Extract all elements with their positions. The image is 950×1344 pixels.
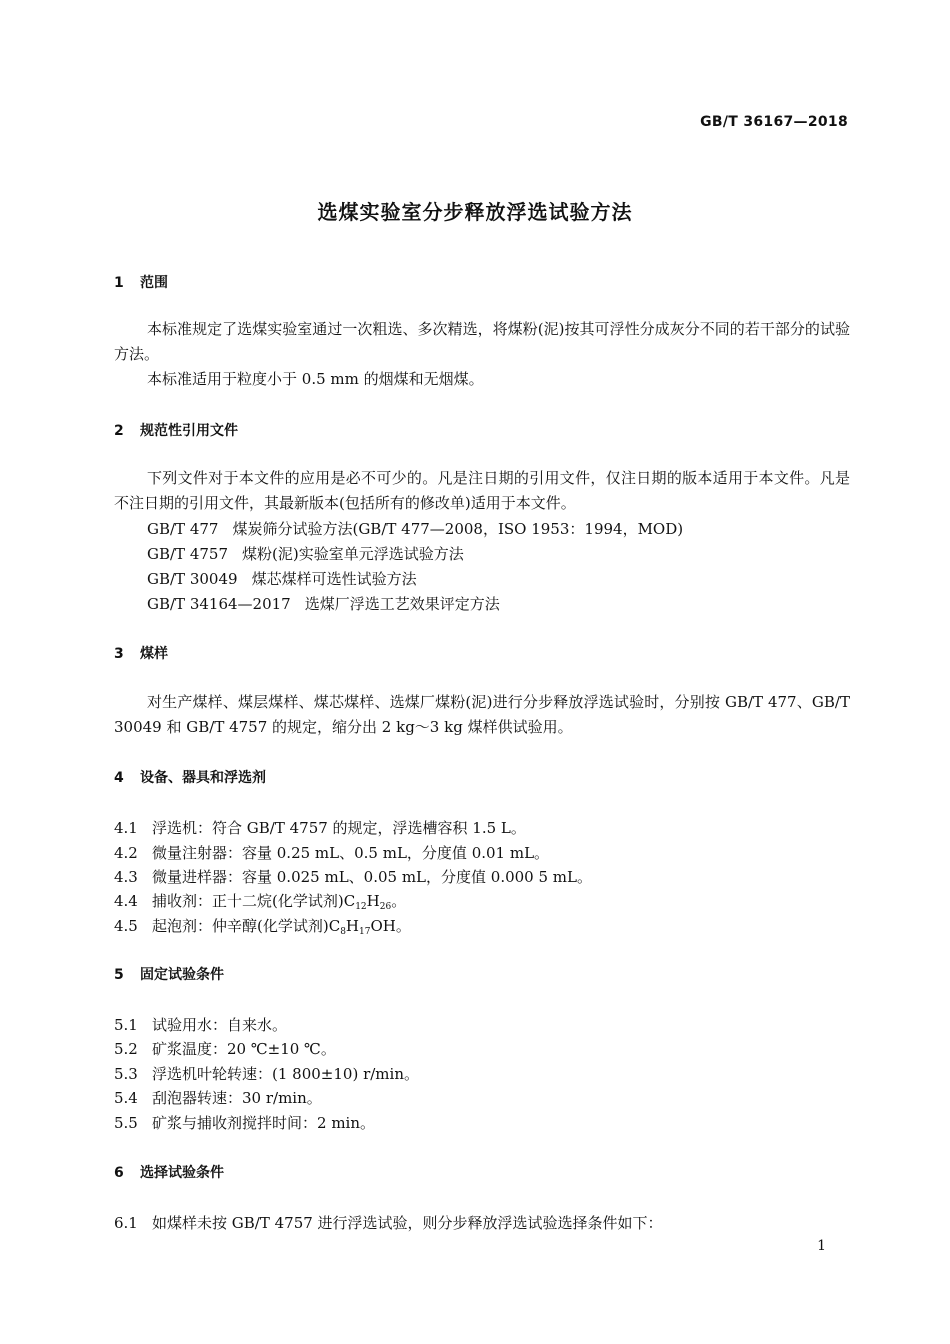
clause-text: 刮泡器转速：30 r/min。 (152, 1089, 322, 1107)
section-3-heading (114, 643, 168, 663)
clause-number: 4.4 (114, 892, 138, 910)
clause-number: 5.1 (114, 1016, 138, 1034)
section-title: 固定试验条件 (140, 967, 224, 983)
clause-item (114, 817, 526, 838)
section-number: 2 (114, 423, 124, 439)
clause-text: 浮选机：符合 GB/T 4757 的规定，浮选槽容积 1.5 L。 (152, 819, 526, 837)
clause-text: 捕收剂：正十二烷(化学试剂)$C_{12}H_{26}$。 (152, 892, 407, 912)
reference-entry (147, 593, 500, 614)
clause-item (114, 1038, 336, 1059)
reference-code: GB/T 477 (147, 520, 219, 538)
reference-title: 选煤厂浮选工艺效果评定方法 (304, 595, 500, 613)
clause-number: 4.2 (114, 844, 138, 862)
section-number: 3 (114, 646, 124, 662)
clause-text: 微量进样器：容量 0.025 mL、0.05 mL，分度值 0.000 5 mL。 (152, 868, 592, 886)
clause-text: 浮选机叶轮转速：(1 800±10) r/min。 (152, 1065, 419, 1083)
clause-text: 矿浆温度：20 ℃±10 ℃。 (152, 1040, 336, 1058)
clause-number: 4.1 (114, 819, 138, 837)
reference-code: GB/T 30049 (147, 570, 238, 588)
section-5-heading (114, 964, 224, 984)
reference-title: 煤芯煤样可选性试验方法 (251, 570, 417, 588)
clause-number: 5.5 (114, 1114, 138, 1132)
clause-number: 5.3 (114, 1065, 138, 1083)
section-title: 选择试验条件 (140, 1165, 224, 1181)
section-6-heading (114, 1162, 224, 1182)
subscript: 17 (359, 927, 371, 937)
section-4-heading (114, 767, 266, 787)
section-3-paragraph-1: 对生产煤样、煤层煤样、煤芯煤样、选煤厂煤粉(泥)进行分步释放浮选试验时，分别按 GB/T 477、GB/T 30049 和 GB/T 4757 的规定，缩分出 2 kg～3 kg 煤样供试验用。 (114, 693, 850, 736)
clause-item (114, 1212, 663, 1233)
clause-item (114, 915, 411, 937)
clause-item (114, 1014, 287, 1035)
clause-text: 矿浆与捕收剂搅拌时间：2 min。 (152, 1114, 375, 1132)
reference-code: GB/T 34164—2017 (147, 595, 291, 613)
section-number: 5 (114, 967, 124, 983)
clause-text: 起泡剂：仲辛醇(化学试剂)$C_8H_{17}OH$。 (152, 917, 411, 937)
section-2-paragraph-1: 下列文件对于本文件的应用是必不可少的。凡是注日期的引用文件，仅注日期的版本适用于本文件。凡是不注日期的引用文件，其最新版本(包括所有的修改单)适用于本文件。 (114, 469, 850, 512)
clause-item (114, 1087, 322, 1108)
reference-title: 煤粉(泥)实验室单元浮选试验方法 (242, 545, 464, 563)
clause-text: 试验用水：自来水。 (152, 1016, 288, 1034)
document-title: 选煤实验室分步释放浮选试验方法 (317, 200, 633, 224)
clause-item (114, 842, 549, 863)
page-number: 1 (817, 1238, 826, 1254)
section-1-paragraph-2: 本标准适用于粒度小于 0.5 mm 的烟煤和无烟煤。 (147, 370, 484, 388)
clause-number: 4.5 (114, 917, 138, 935)
clause-item (114, 890, 406, 912)
clause-item (114, 1063, 419, 1084)
section-number: 4 (114, 770, 124, 786)
clause-number: 6.1 (114, 1214, 138, 1232)
subscript: 26 (379, 902, 392, 912)
reference-entry (147, 518, 683, 539)
clause-text: 如煤样未按 GB/T 4757 进行浮选试验，则分步释放浮选试验选择条件如下： (152, 1214, 663, 1232)
subscript: 8 (340, 927, 346, 937)
section-1-heading (114, 272, 168, 292)
section-title: 范围 (140, 275, 168, 291)
standard-code: GB/T 36167—2018 (700, 114, 848, 130)
reference-entry (147, 543, 464, 564)
clause-text: 微量注射器：容量 0.25 mL、0.5 mL，分度值 0.01 mL。 (152, 844, 550, 862)
clause-item (114, 1112, 375, 1133)
section-title: 规范性引用文件 (140, 423, 238, 439)
section-1-paragraph-1: 本标准规定了选煤实验室通过一次粗选、多次精选，将煤粉(泥)按其可浮性分成灰分不同的若干部分的试验方法。 (114, 320, 850, 363)
clause-number: 5.2 (114, 1040, 138, 1058)
reference-entry (147, 568, 417, 589)
subscript: 12 (355, 902, 367, 912)
section-number: 6 (114, 1165, 124, 1181)
section-2-heading (114, 420, 238, 440)
clause-item (114, 866, 592, 887)
reference-code: GB/T 4757 (147, 545, 229, 563)
section-title: 设备、器具和浮选剂 (140, 770, 266, 786)
clause-number: 4.3 (114, 868, 138, 886)
section-title: 煤样 (140, 646, 168, 662)
reference-title: 煤炭筛分试验方法(GB/T 477—2008，ISO 1953：1994，MOD) (232, 520, 684, 538)
section-number: 1 (114, 275, 124, 291)
clause-number: 5.4 (114, 1089, 138, 1107)
